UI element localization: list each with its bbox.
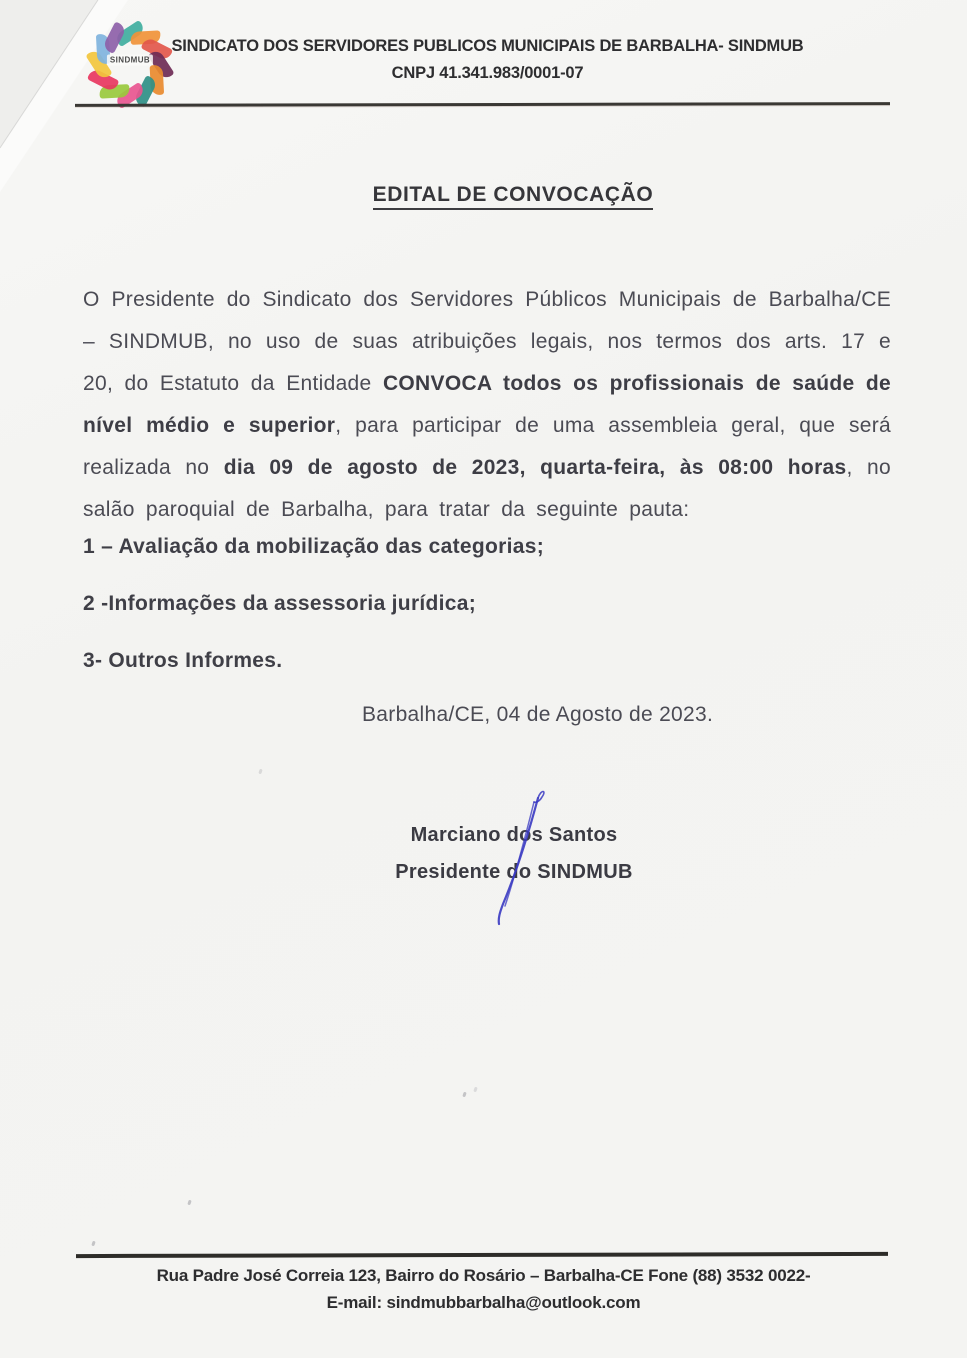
org-cnpj: CNPJ 41.341.983/0001-07 <box>391 64 584 82</box>
scan-speck <box>473 1087 477 1093</box>
agenda-list <box>83 536 843 707</box>
letterhead <box>85 33 890 87</box>
footer-address: Rua Padre José Correia 123, Bairro do Rosário – Barbalha-CE Fone (88) 3532 0022- <box>156 1266 811 1285</box>
body-paragraph: O Presidente do Sindicato dos Servidores Públicos Municipais de Barbalha/CE – SINDMUB, no uso de suas atribuições legais, nos termos dos arts. 17 e 20, do Estatuto da Entidade CONVOCA todos os profissionais de saúde de nível médio e superior, para participar de uma assembleia geral, que será realizada no dia 09 de agosto de 2023, quarta-feira, às 08:00 horas, no salão paroquial de Barbalha, para tratar da seguinte pauta: <box>83 288 892 521</box>
date-line: Barbalha/CE, 04 de Agosto de 2023. <box>362 703 714 726</box>
agenda-item: 3- Outros Informes. <box>83 649 283 672</box>
scan-speck <box>187 1200 191 1206</box>
org-name: SINDICATO DOS SERVIDORES PUBLICOS MUNICIPAIS DE BARBALHA- SINDMUB <box>171 37 804 55</box>
agenda-item: 1 – Avaliação da mobilização das categorias; <box>83 535 544 558</box>
signatory-role: Presidente do SINDMUB <box>395 861 633 883</box>
footer <box>60 1262 907 1316</box>
agenda-item: 2 -Informações da assessoria jurídica; <box>83 592 477 615</box>
footer-divider <box>76 1252 888 1258</box>
document-title: EDITAL DE CONVOCAÇÃO <box>372 183 654 207</box>
footer-email: E-mail: sindmubbarbalha@outlook.com <box>326 1293 641 1312</box>
signature-block <box>374 817 654 891</box>
header-divider <box>75 102 890 107</box>
signatory-name: Marciano dos Santos <box>410 824 618 846</box>
scan-speck <box>91 1241 95 1247</box>
scan-speck <box>258 769 262 775</box>
scan-speck <box>462 1092 466 1098</box>
logo-label: SINDMUB <box>107 55 153 66</box>
